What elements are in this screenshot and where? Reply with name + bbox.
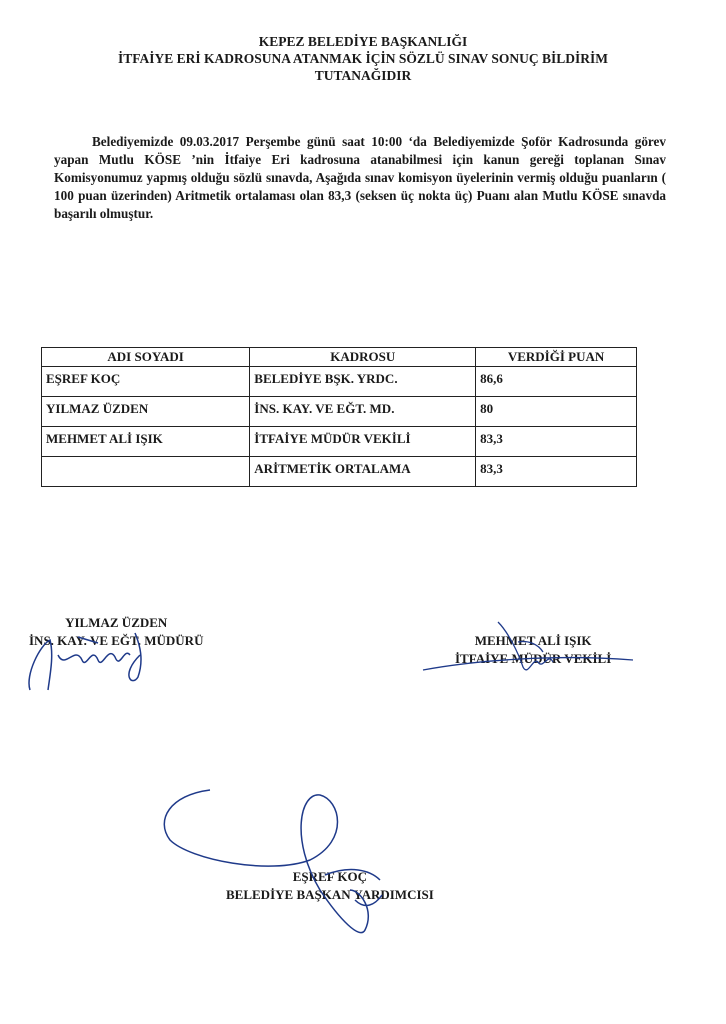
cell-name: EŞREF KOÇ <box>42 367 250 397</box>
signature-scribble-bottom <box>150 780 430 960</box>
cell-score: 83,3 <box>476 427 637 457</box>
column-header-position: KADROSU <box>250 348 476 367</box>
cell-score: 86,6 <box>476 367 637 397</box>
signatory-name: EŞREF KOÇ <box>292 869 368 884</box>
cell-position: İNS. KAY. VE EĞT. MD. <box>250 397 476 427</box>
signatory-title: İTFAİYE MÜDÜR VEKİLİ <box>455 651 612 666</box>
cell-score: 83,3 <box>476 457 637 487</box>
column-header-name: ADI SOYADI <box>42 348 250 367</box>
signatory-title: İNS. KAY. VE EĞT. MÜDÜRÜ <box>29 633 204 648</box>
table-header-row <box>42 348 637 367</box>
table-row-average <box>42 457 637 487</box>
table-row <box>42 397 637 427</box>
cell-position: BELEDİYE BŞK. YRDC. <box>250 367 476 397</box>
cell-position: İTFAİYE MÜDÜR VEKİLİ <box>250 427 476 457</box>
signature-scribble-left <box>20 615 180 705</box>
document-header <box>0 33 726 84</box>
header-institution: KEPEZ BELEDİYE BAŞKANLIĞI <box>258 34 468 49</box>
table-row <box>42 427 637 457</box>
table-row <box>42 367 637 397</box>
signatory-name: YILMAZ ÜZDEN <box>65 615 168 630</box>
body-paragraph: Belediyemizde 09.03.2017 Perşembe günü saat 10:00 ‘da Belediyemizde Şoför Kadrosunda görev yapan Mutlu KÖSE ’nin İtfaiye Eri kadrosuna atanabilmesi için kanun gereği toplanan Sınav Komisyonumuz yapmış olduğu sözlü sınavda, Aşağıda sınav komisyon üyelerinin vermiş olduğu puanların ( 100 puan üzerinden) Aritmetik ortalaması olan 83,3 (seksen üç nokta üç) Puanı alan Mutlu KÖSE sınavda başarılı olmuştur. <box>54 134 666 221</box>
cell-name: MEHMET ALİ IŞIK <box>42 427 250 457</box>
cell-name <box>42 457 250 487</box>
signature-scribble-right <box>418 612 638 682</box>
header-subject: İTFAİYE ERİ KADROSUNA ATANMAK İÇİN SÖZLÜ SINAV SONUÇ BİLDİRİM <box>117 51 609 66</box>
signatory-name: MEHMET ALİ IŞIK <box>474 633 592 648</box>
cell-position: ARİTMETİK ORTALAMA <box>250 457 476 487</box>
column-header-score: VERDİĞİ PUAN <box>476 348 637 367</box>
results-table <box>41 347 637 487</box>
signatory-title: BELEDİYE BAŞKAN YARDIMCISI <box>226 887 434 902</box>
header-subject-cont: TUTANAĞIDIR <box>314 68 412 83</box>
cell-score: 80 <box>476 397 637 427</box>
cell-name: YILMAZ ÜZDEN <box>42 397 250 427</box>
